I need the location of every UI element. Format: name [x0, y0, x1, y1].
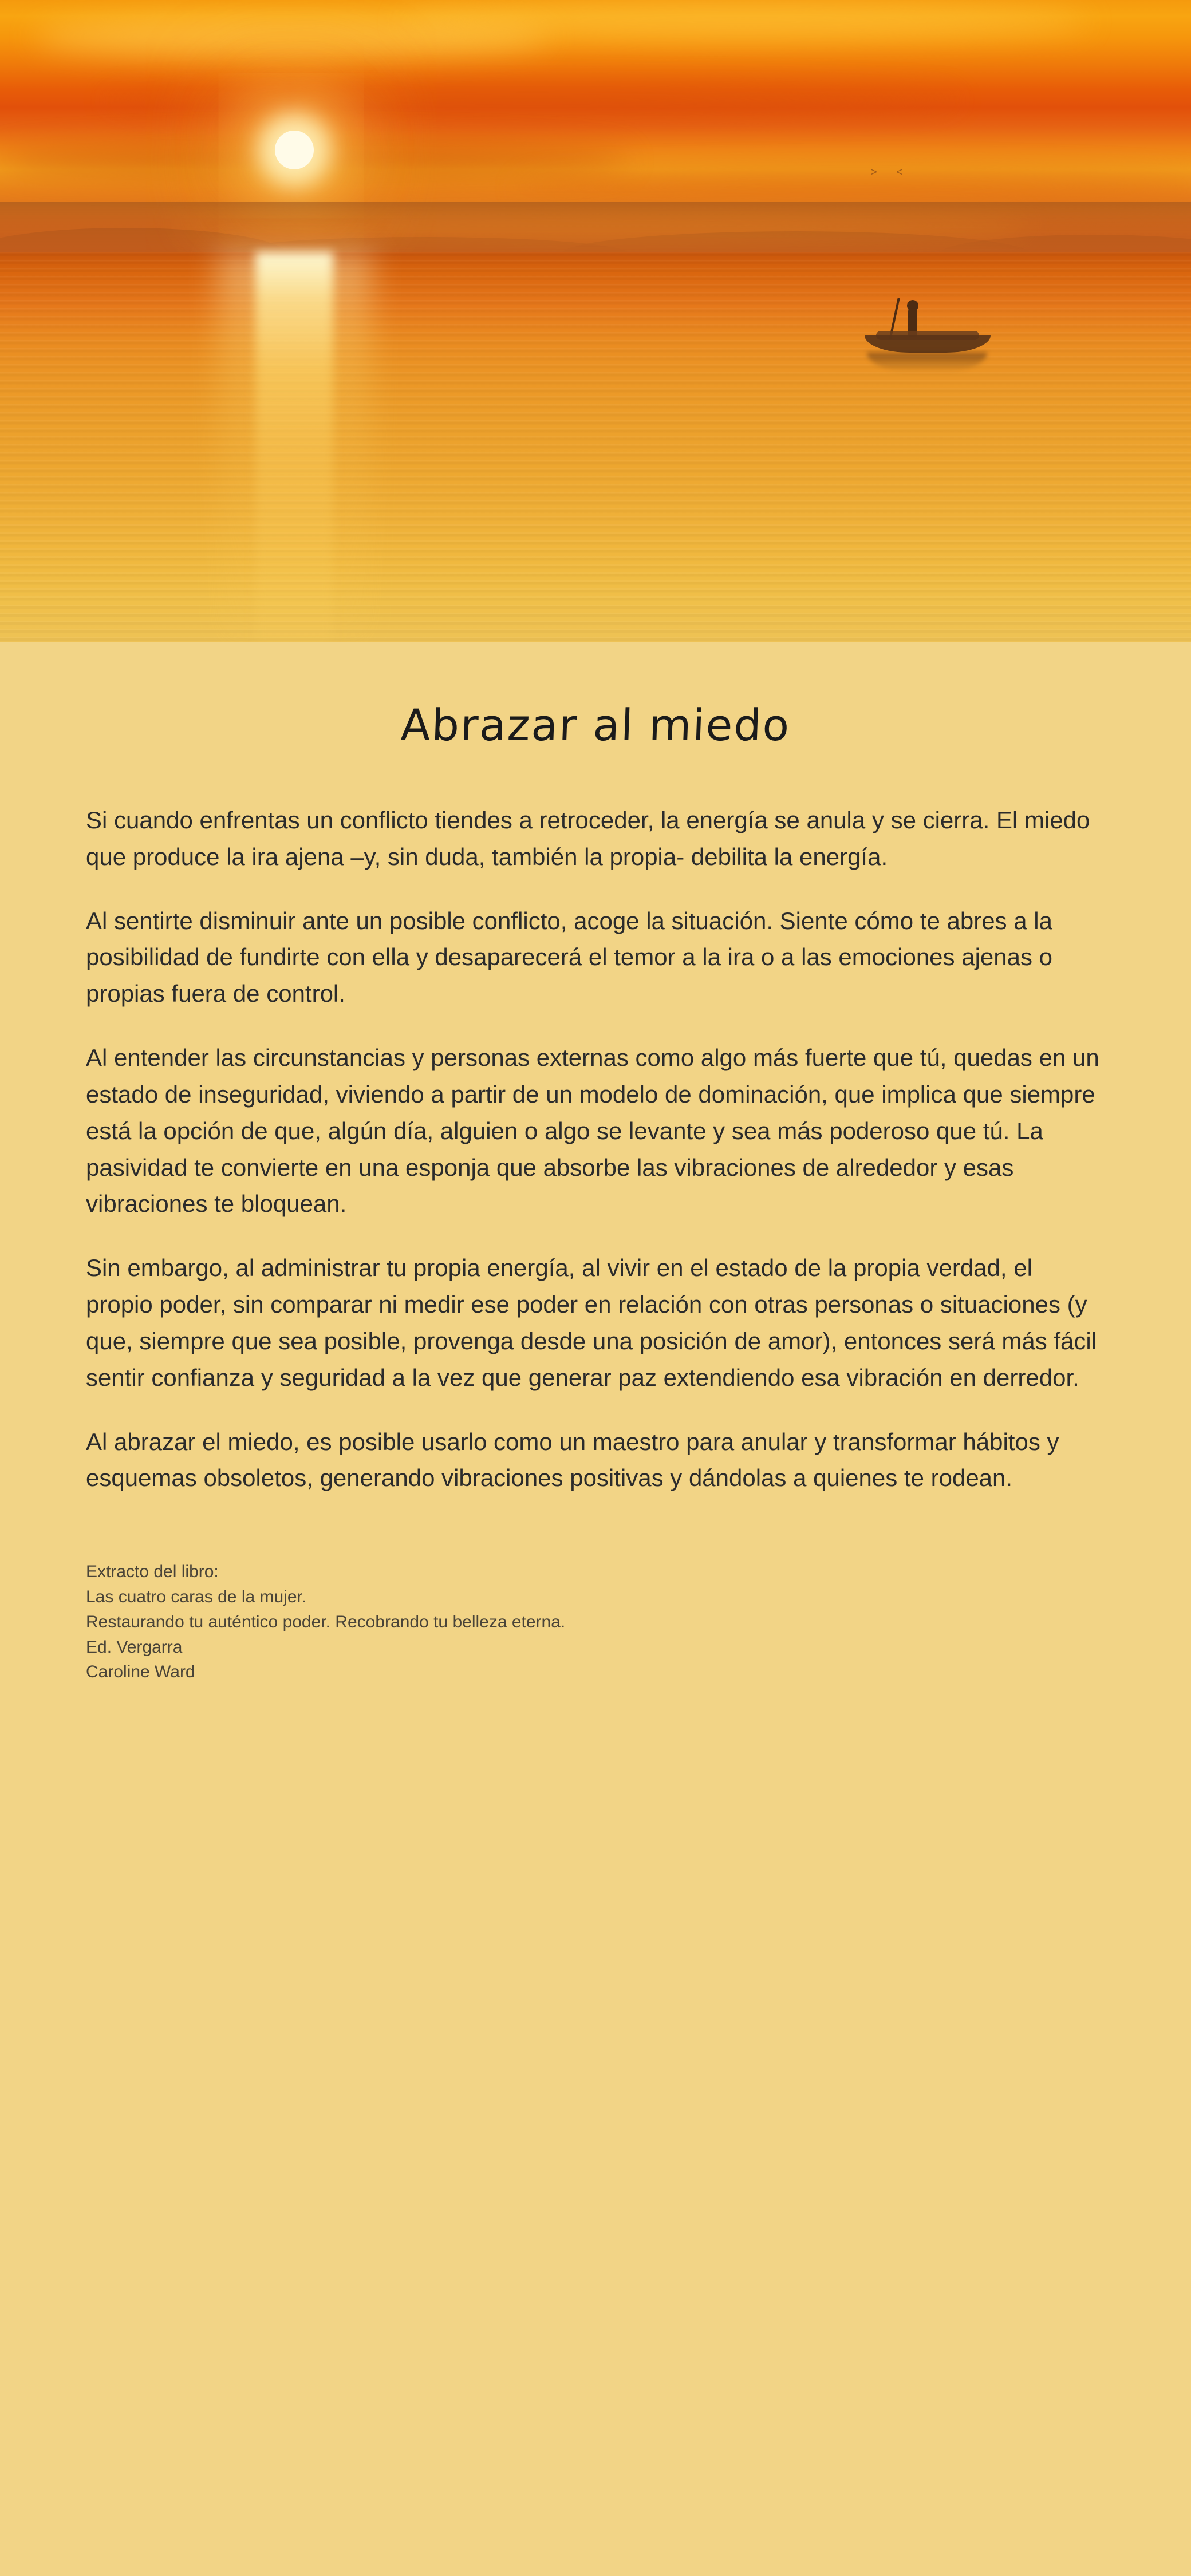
source-line: Restaurando tu auténtico poder. Recobrando tu belleza eterna. [86, 1612, 566, 1631]
sun-icon [275, 131, 314, 169]
paragraph: Al sentirte disminuir ante un posible conflicto, acoge la situación. Siente cómo te abres a la posibilidad de fundirte con ella y desaparecerá el temor a la ira o a las emociones ajenas o propias fuera de control. [86, 907, 1052, 1008]
hero-image [0, 0, 1191, 642]
source-line: Las cuatro caras de la mujer. [86, 1587, 307, 1607]
distant-hills [0, 202, 1191, 254]
source-line: Ed. Vergarra [86, 1637, 183, 1657]
page-title: Abrazar al miedo [400, 700, 791, 750]
boat-hull [865, 335, 991, 353]
paragraph: Al abrazar el miedo, es posible usarlo como un maestro para anular y transformar hábitos y esquemas obsoletos, generando vibraciones positivas y dándolas a quienes te rodean. [86, 1428, 1059, 1492]
source-line: Extracto del libro: [86, 1562, 219, 1582]
paragraph: Al entender las circunstancias y personas externas como algo más fuerte que tú, quedas en un estado de inseguridad, viviendo a partir de un modelo de dominación, que implica que siempre está la opción de que, algún día, alguien o algo se levante y sea más poderoso que tú. La pasividad te convierte en una esponja que absorbe las vibraciones de alrededor y esas vibraciones te bloquean. [86, 1044, 1099, 1218]
paragraph: Sin embargo, al administrar tu propia energía, al vivir en el estado de la propia verdad, el propio poder, sin comparar ni medir ese poder en relación con otras personas o situaciones (y que, siempre que sea posible, provenga desde una posición de amor), entonces será más fácil sentir confianza y seguridad a la vez que generar paz extendiendo esa vibración en derredor. [86, 1254, 1097, 1391]
sun-reflection [255, 252, 333, 642]
source-credit [86, 1559, 1105, 1685]
water-ripples [0, 252, 1191, 642]
hill [939, 235, 1191, 254]
paragraph: Si cuando enfrentas un conflicto tiendes a retroceder, la energía se anula y se cierra. El miedo que produce la ira ajena –y, sin duda, también la propia- debilita la energía. [86, 807, 1090, 870]
cloud-band [0, 143, 630, 177]
cloud-band [401, 5, 1088, 39]
source-line: Caroline Ward [86, 1662, 195, 1682]
cloud-band [515, 172, 1191, 203]
cloud-band [103, 86, 962, 116]
article [0, 700, 1191, 1685]
article-body [86, 802, 1105, 1496]
boat-icon [859, 298, 996, 366]
birds-icon: ˃ ˂ [870, 166, 911, 179]
